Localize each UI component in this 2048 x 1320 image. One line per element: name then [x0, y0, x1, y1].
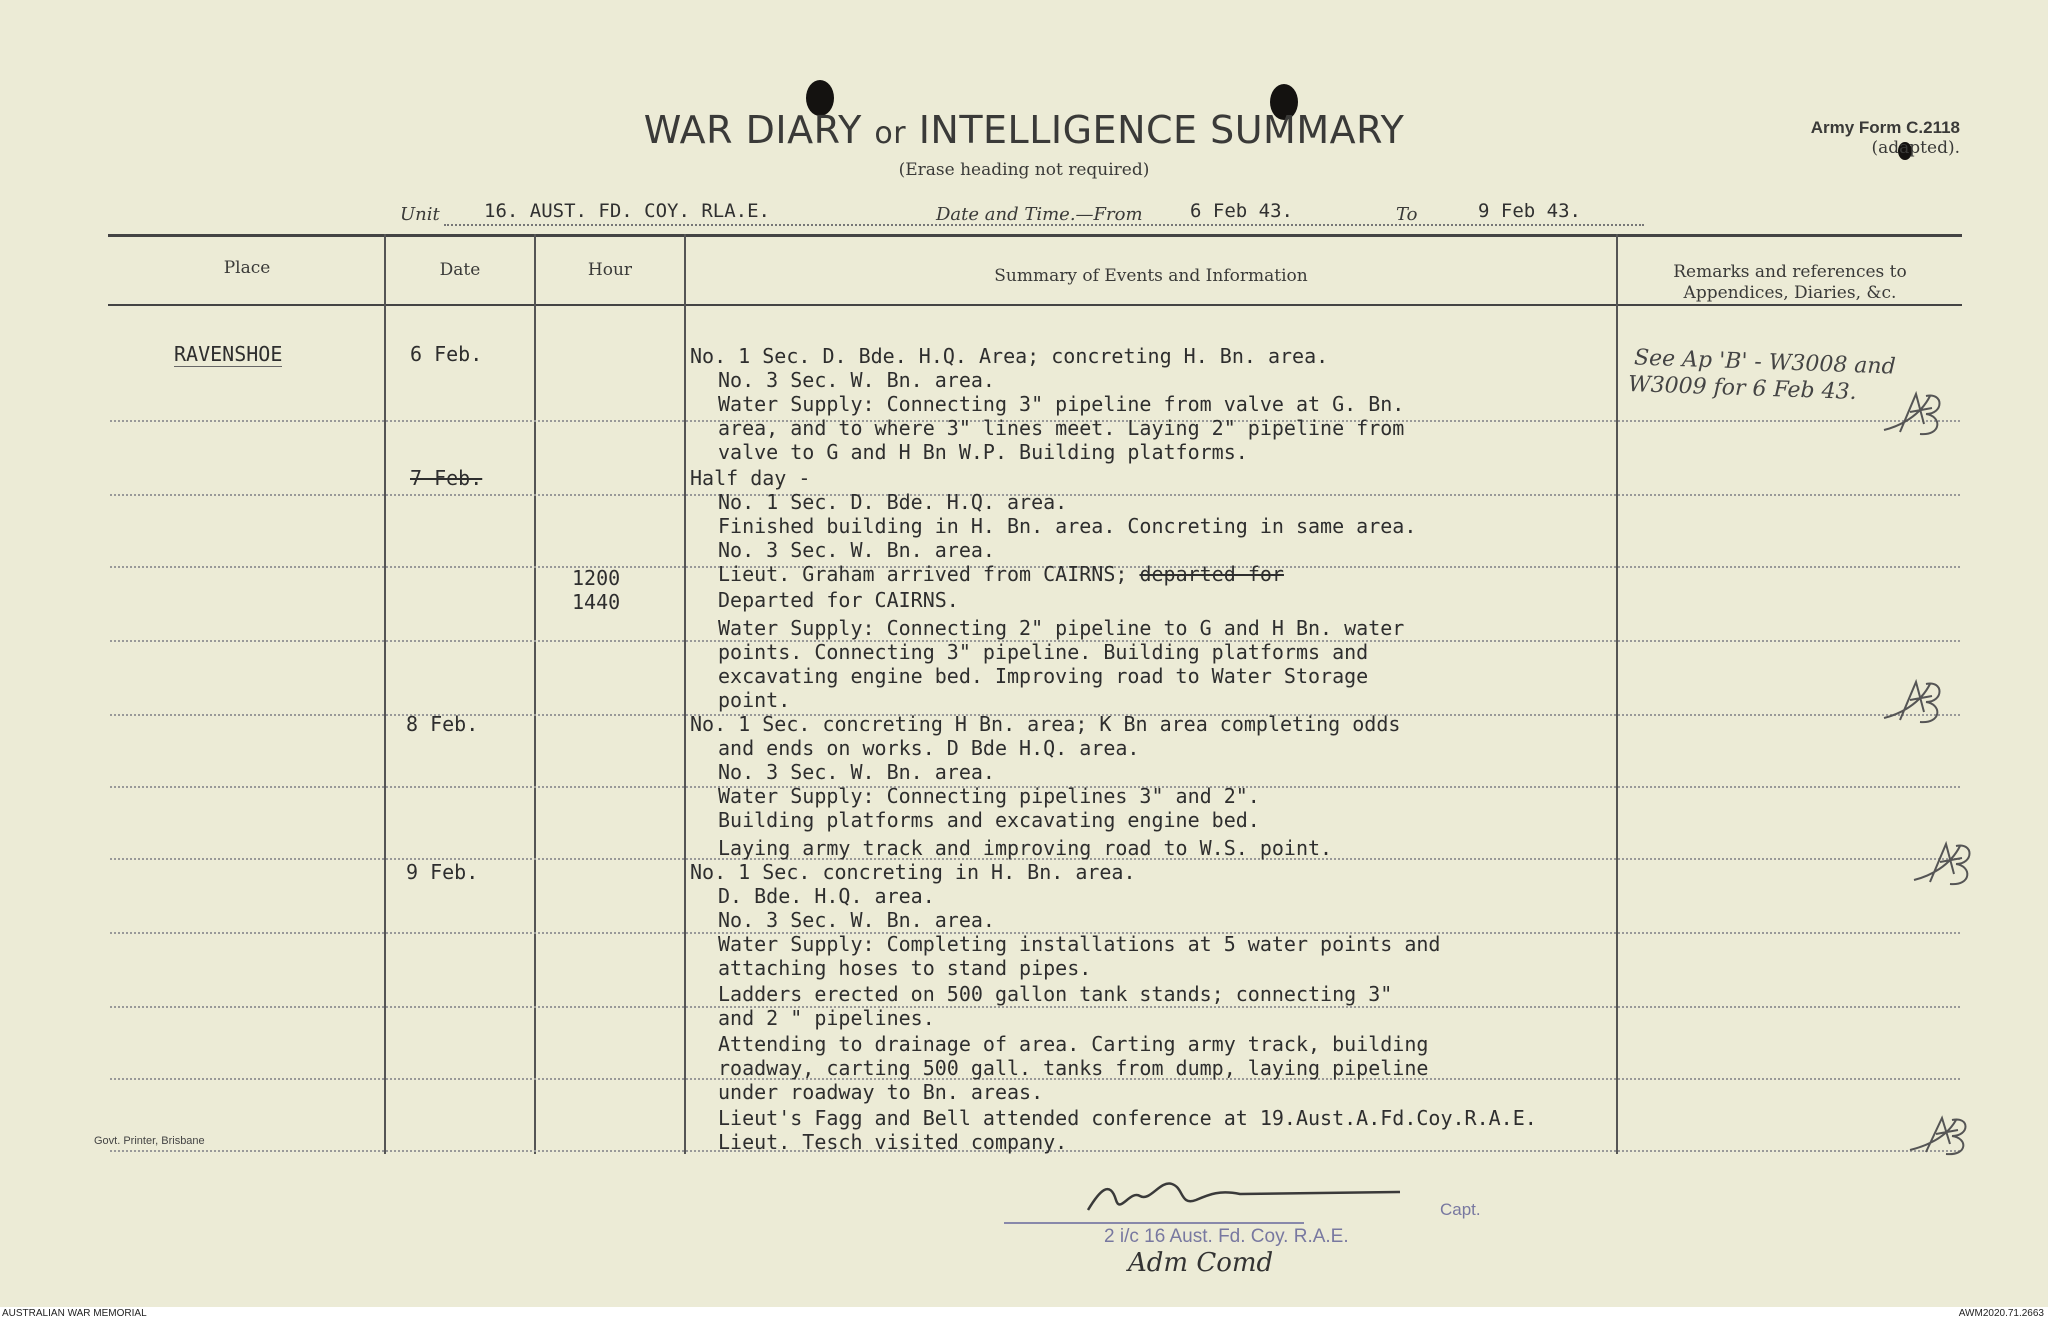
summary-line: No. 1 Sec. concreting in H. Bn. area.	[690, 860, 1136, 884]
col-header-hour: Hour	[587, 260, 633, 280]
ruled-line	[110, 1006, 1960, 1008]
summary-line: No. 3 Sec. W. Bn. area.	[718, 760, 995, 784]
place-value: RAVENSHOE	[174, 342, 283, 366]
summary-line: Laying army track and improving road to W.S. point.	[718, 836, 1333, 860]
summary-line	[718, 562, 1284, 586]
remarks-handwritten-note-1: See Ap 'B' - W3008 and	[1633, 345, 1897, 380]
summary-line: No. 1 Sec. D. Bde. H.Q. area.	[718, 490, 1068, 514]
unit-line-dotted-rule	[444, 224, 1644, 226]
col-header-remarks-line-1: Remarks and references to	[1673, 262, 1907, 282]
to-label: To	[1396, 204, 1418, 225]
col-header-summary: Summary of Events and Information	[994, 266, 1308, 286]
col-header-remarks	[1618, 262, 1962, 304]
summary-line: Water Supply: Completing installations at 5 water points and	[718, 932, 1441, 956]
signature-rule	[1004, 1222, 1304, 1224]
col-header-remarks-line-2: Appendices, Diaries, &c.	[1683, 283, 1897, 303]
col-divider-date-hour	[534, 234, 536, 1154]
summary-line: Attending to drainage of area. Carting army track, building	[718, 1032, 1429, 1056]
army-form-number: Army Form C.2118	[1810, 118, 1960, 137]
summary-line: Finished building in H. Bn. area. Concreting in same area.	[718, 514, 1417, 538]
printer-imprint: Govt. Printer, Brisbane	[94, 1135, 205, 1147]
date-time-label: Date and Time.—From	[936, 204, 1143, 225]
to-date-value: 9 Feb 43.	[1478, 200, 1581, 222]
table-header-rule	[108, 304, 1962, 306]
hour-1440: 1440	[572, 590, 621, 614]
summary-line: Lieut's Fagg and Bell attended conference at 19.Aust.A.Fd.Coy.R.A.E.	[718, 1106, 1537, 1130]
summary-line: and ends on works. D Bde H.Q. area.	[718, 736, 1140, 760]
col-divider-hour-summary	[684, 234, 686, 1154]
from-date-value: 6 Feb 43.	[1190, 200, 1293, 222]
signature-unit-stamp: 2 i/c 16 Aust. Fd. Coy. R.A.E.	[1104, 1226, 1349, 1247]
initials-mark-2	[1880, 674, 1950, 734]
archive-name: AUSTRALIAN WAR MEMORIAL	[2, 1308, 147, 1319]
army-form-adapted: (adapted).	[1871, 138, 1960, 158]
col-header-date: Date	[439, 260, 481, 280]
summary-line: No. 1 Sec. D. Bde. H.Q. Area; concreting H. Bn. area.	[690, 344, 1329, 368]
summary-line: attaching hoses to stand pipes.	[718, 956, 1092, 980]
summary-line: D. Bde. H.Q. area.	[718, 884, 935, 908]
title-intelligence-summary: INTELLIGENCE SUMMARY	[918, 108, 1405, 152]
form-subtitle: (Erase heading not required)	[898, 160, 1150, 180]
signature	[1080, 1170, 1420, 1230]
date-8-feb: 8 Feb.	[406, 712, 479, 736]
summary-line: Departed for CAIRNS.	[718, 588, 959, 612]
summary-line: Ladders erected on 500 gallon tank stands; connecting 3"	[718, 982, 1393, 1006]
summary-line: No. 3 Sec. W. Bn. area.	[718, 538, 995, 562]
summary-line: points. Connecting 3" pipeline. Building platforms and	[718, 640, 1369, 664]
summary-line: Water Supply: Connecting 2" pipeline to G and H Bn. water	[718, 616, 1405, 640]
summary-line: No. 1 Sec. concreting H Bn. area; K Bn area completing odds	[690, 712, 1401, 736]
summary-line: Water Supply: Connecting 3" pipeline from valve at G. Bn.	[718, 392, 1405, 416]
date-7-feb: 7 Feb.	[410, 466, 483, 490]
title-or: or	[874, 116, 907, 151]
summary-line: under roadway to Bn. areas.	[718, 1080, 1044, 1104]
summary-line: Building platforms and excavating engine bed.	[718, 808, 1260, 832]
title-war-diary: WAR DIARY	[643, 108, 862, 152]
col-header-place: Place	[223, 258, 271, 278]
struck-text: departed for	[1139, 562, 1284, 586]
form-title	[0, 108, 2048, 152]
col-divider-place-date	[384, 234, 386, 1154]
summary-line: Lieut. Tesch visited company.	[718, 1130, 1068, 1154]
army-form-label	[1811, 118, 1960, 158]
signature-handwritten-note: Adm Comd	[1128, 1248, 1274, 1278]
summary-line: excavating engine bed. Improving road to Water Storage	[718, 664, 1369, 688]
summary-line: roadway, carting 500 gall. tanks from dump, laying pipeline	[718, 1056, 1429, 1080]
summary-text: Lieut. Graham arrived from CAIRNS;	[718, 562, 1128, 586]
summary-line: valve to G and H Bn W.P. Building platforms.	[718, 440, 1248, 464]
remarks-handwritten-note-2: W3009 for 6 Feb 43.	[1627, 372, 1858, 405]
summary-line: No. 3 Sec. W. Bn. area.	[718, 368, 995, 392]
date-6-feb: 6 Feb.	[410, 342, 483, 366]
initials-mark-4	[1906, 1112, 1976, 1162]
summary-line: Half day -	[690, 466, 811, 490]
summary-line: point.	[718, 688, 791, 712]
summary-line: and 2 " pipelines.	[718, 1006, 935, 1030]
summary-line: area, and to where 3" lines meet. Laying 2" pipeline from	[718, 416, 1405, 440]
archive-reference: AWM2020.71.2663	[1958, 1308, 2044, 1319]
summary-line: Water Supply: Connecting pipelines 3" and 2".	[718, 784, 1260, 808]
date-9-feb: 9 Feb.	[406, 860, 479, 884]
unit-value: 16. AUST. FD. COY. RLA.E.	[484, 200, 770, 222]
unit-label: Unit	[400, 204, 440, 225]
summary-line: No. 3 Sec. W. Bn. area.	[718, 908, 995, 932]
col-divider-summary-remarks	[1616, 234, 1618, 1154]
initials-mark-3	[1910, 836, 1980, 896]
initials-mark-1	[1880, 386, 1950, 446]
table-top-rule	[108, 234, 1962, 237]
archive-footer	[0, 1307, 2048, 1320]
signature-rank: Capt.	[1440, 1200, 1481, 1219]
hour-1200: 1200	[572, 566, 621, 590]
